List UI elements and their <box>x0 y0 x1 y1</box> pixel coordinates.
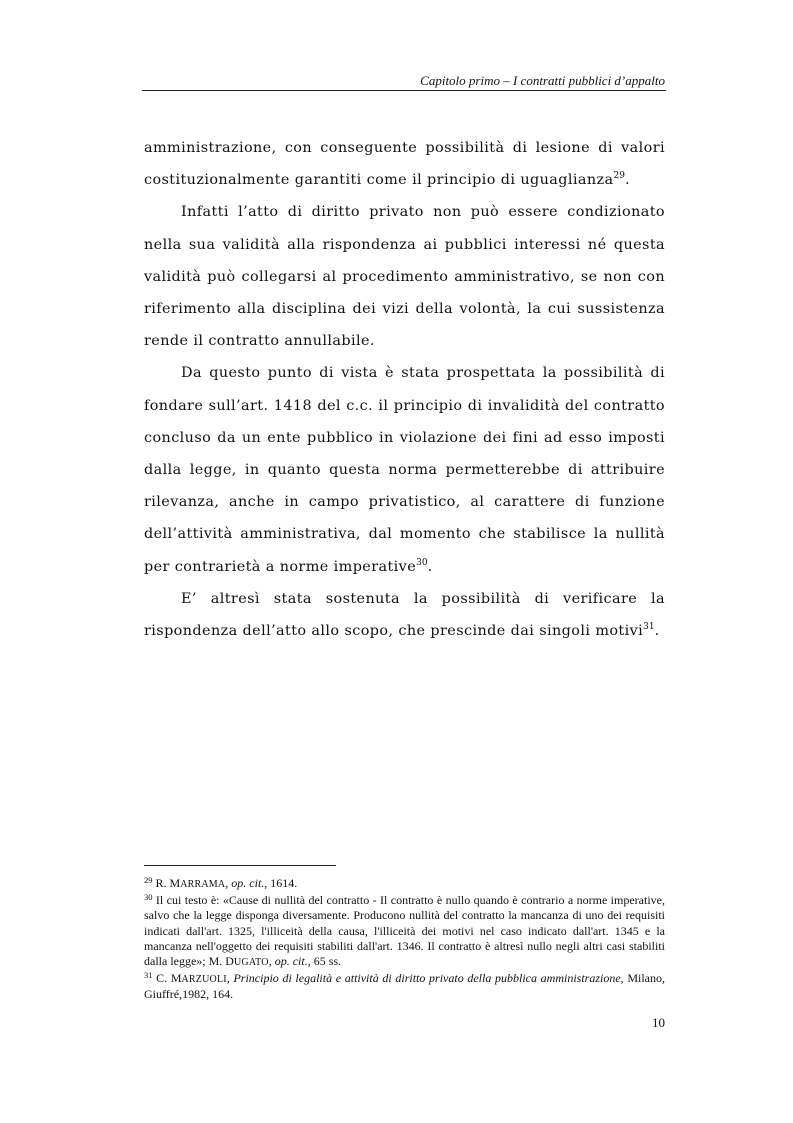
footnote-ref-31[interactable]: 31 <box>643 622 655 633</box>
footnote-author: ARZUOLI <box>181 974 227 986</box>
paragraph-3-text: Da questo punto di vista è stata prospettata la possibilità di fondare sull’art. 1418 del c.c. il principio di invalidità del contratto concluso da un ente pubblico in violazione dei fini ad esso imposti dalla legge, in quanto questa norma permetterebbe di attribuire rilevanza, anche in campo privatistico, al carattere di funzione dell’attività amministrativa, dal momento che stabilisce la nullità per contrarietà a norme imperative <box>144 365 665 575</box>
footnote-number: 31 <box>144 970 153 981</box>
footnote-separator-text: , <box>226 971 234 986</box>
paragraph-3-end: . <box>427 558 433 575</box>
footnote-author-initial: C. M <box>156 971 182 986</box>
footnote-citation: Principio di legalità e attività di diritto privato della pubblica amministrazione <box>233 971 621 986</box>
footnotes <box>144 876 665 1004</box>
footnote-ref-30[interactable]: 30 <box>416 557 428 568</box>
paragraph-4-end: . <box>654 623 660 640</box>
footnote-31 <box>144 971 665 1002</box>
running-header: Capitolo primo – I contratti pubblici d’appalto <box>420 73 665 88</box>
paragraph-1-end: . <box>624 172 630 189</box>
footnote-author: UGATO <box>233 957 269 969</box>
footnote-number: 30 <box>144 892 153 903</box>
footnote-author-initial: R. M <box>155 876 181 890</box>
page-number: 10 <box>652 1015 665 1030</box>
footnote-citation: op. cit. <box>274 954 308 969</box>
paragraph-2 <box>144 196 665 357</box>
paragraph-4-text: E’ altresì stata sostenuta la possibilità di verificare la rispondenza dell’atto allo scopo, che prescinde dai singoli motivi <box>144 590 665 640</box>
body-text <box>144 132 665 647</box>
footnote-rest: , Milano, Giuffré,1982, 164. <box>144 971 665 1002</box>
footnote-text: Il cui testo è: «Cause di nullità del contratto - Il contratto è nullo quando è contrario a norme imperative, salvo che la legge disponga diversamente. Producono nullità del contratto la mancanza di uno dei requisiti indicati dall'art. 1325, l'illiceità della causa, l'illiceità dei motivi nel caso indicato dall'art. 1345 e la mancanza nell'oggetto dei requisiti stabiliti dall'art. 1346. Il contratto è altresì nullo negli altri casi stabiliti dalla legge»; M. D <box>144 893 665 969</box>
footnote-29 <box>144 876 665 892</box>
footnote-rest: , 1614. <box>264 876 298 890</box>
footnote-30 <box>144 893 665 970</box>
paragraph-3 <box>144 357 665 582</box>
header-rule <box>142 90 666 91</box>
paragraph-1 <box>144 132 665 196</box>
footnote-separator <box>144 865 336 866</box>
footnote-rest: , 65 ss. <box>307 954 342 969</box>
footnote-author: ARRAMA <box>180 879 226 890</box>
paragraph-1-text: amministrazione, con conseguente possibilità di lesione di valori costituzionalmente garantiti come il principio di uguaglianza <box>144 140 665 189</box>
footnote-number: 29 <box>144 875 153 885</box>
footnote-ref-29[interactable]: 29 <box>613 171 625 182</box>
paragraph-4 <box>144 583 665 647</box>
footnote-separator-text: , <box>268 954 275 969</box>
footnote-separator-text: , <box>225 876 232 890</box>
footnote-citation: op. cit. <box>231 876 265 890</box>
paragraph-2-text: Infatti l’atto di diritto privato non può essere condizionato nella sua validità alla rispondenza ai pubblici interessi né questa validità può collegarsi al procedimento amministrativo, se non con riferimento alla disciplina dei vizi della volontà, la cui sussistenza rende il contratto annullabile. <box>144 204 665 350</box>
